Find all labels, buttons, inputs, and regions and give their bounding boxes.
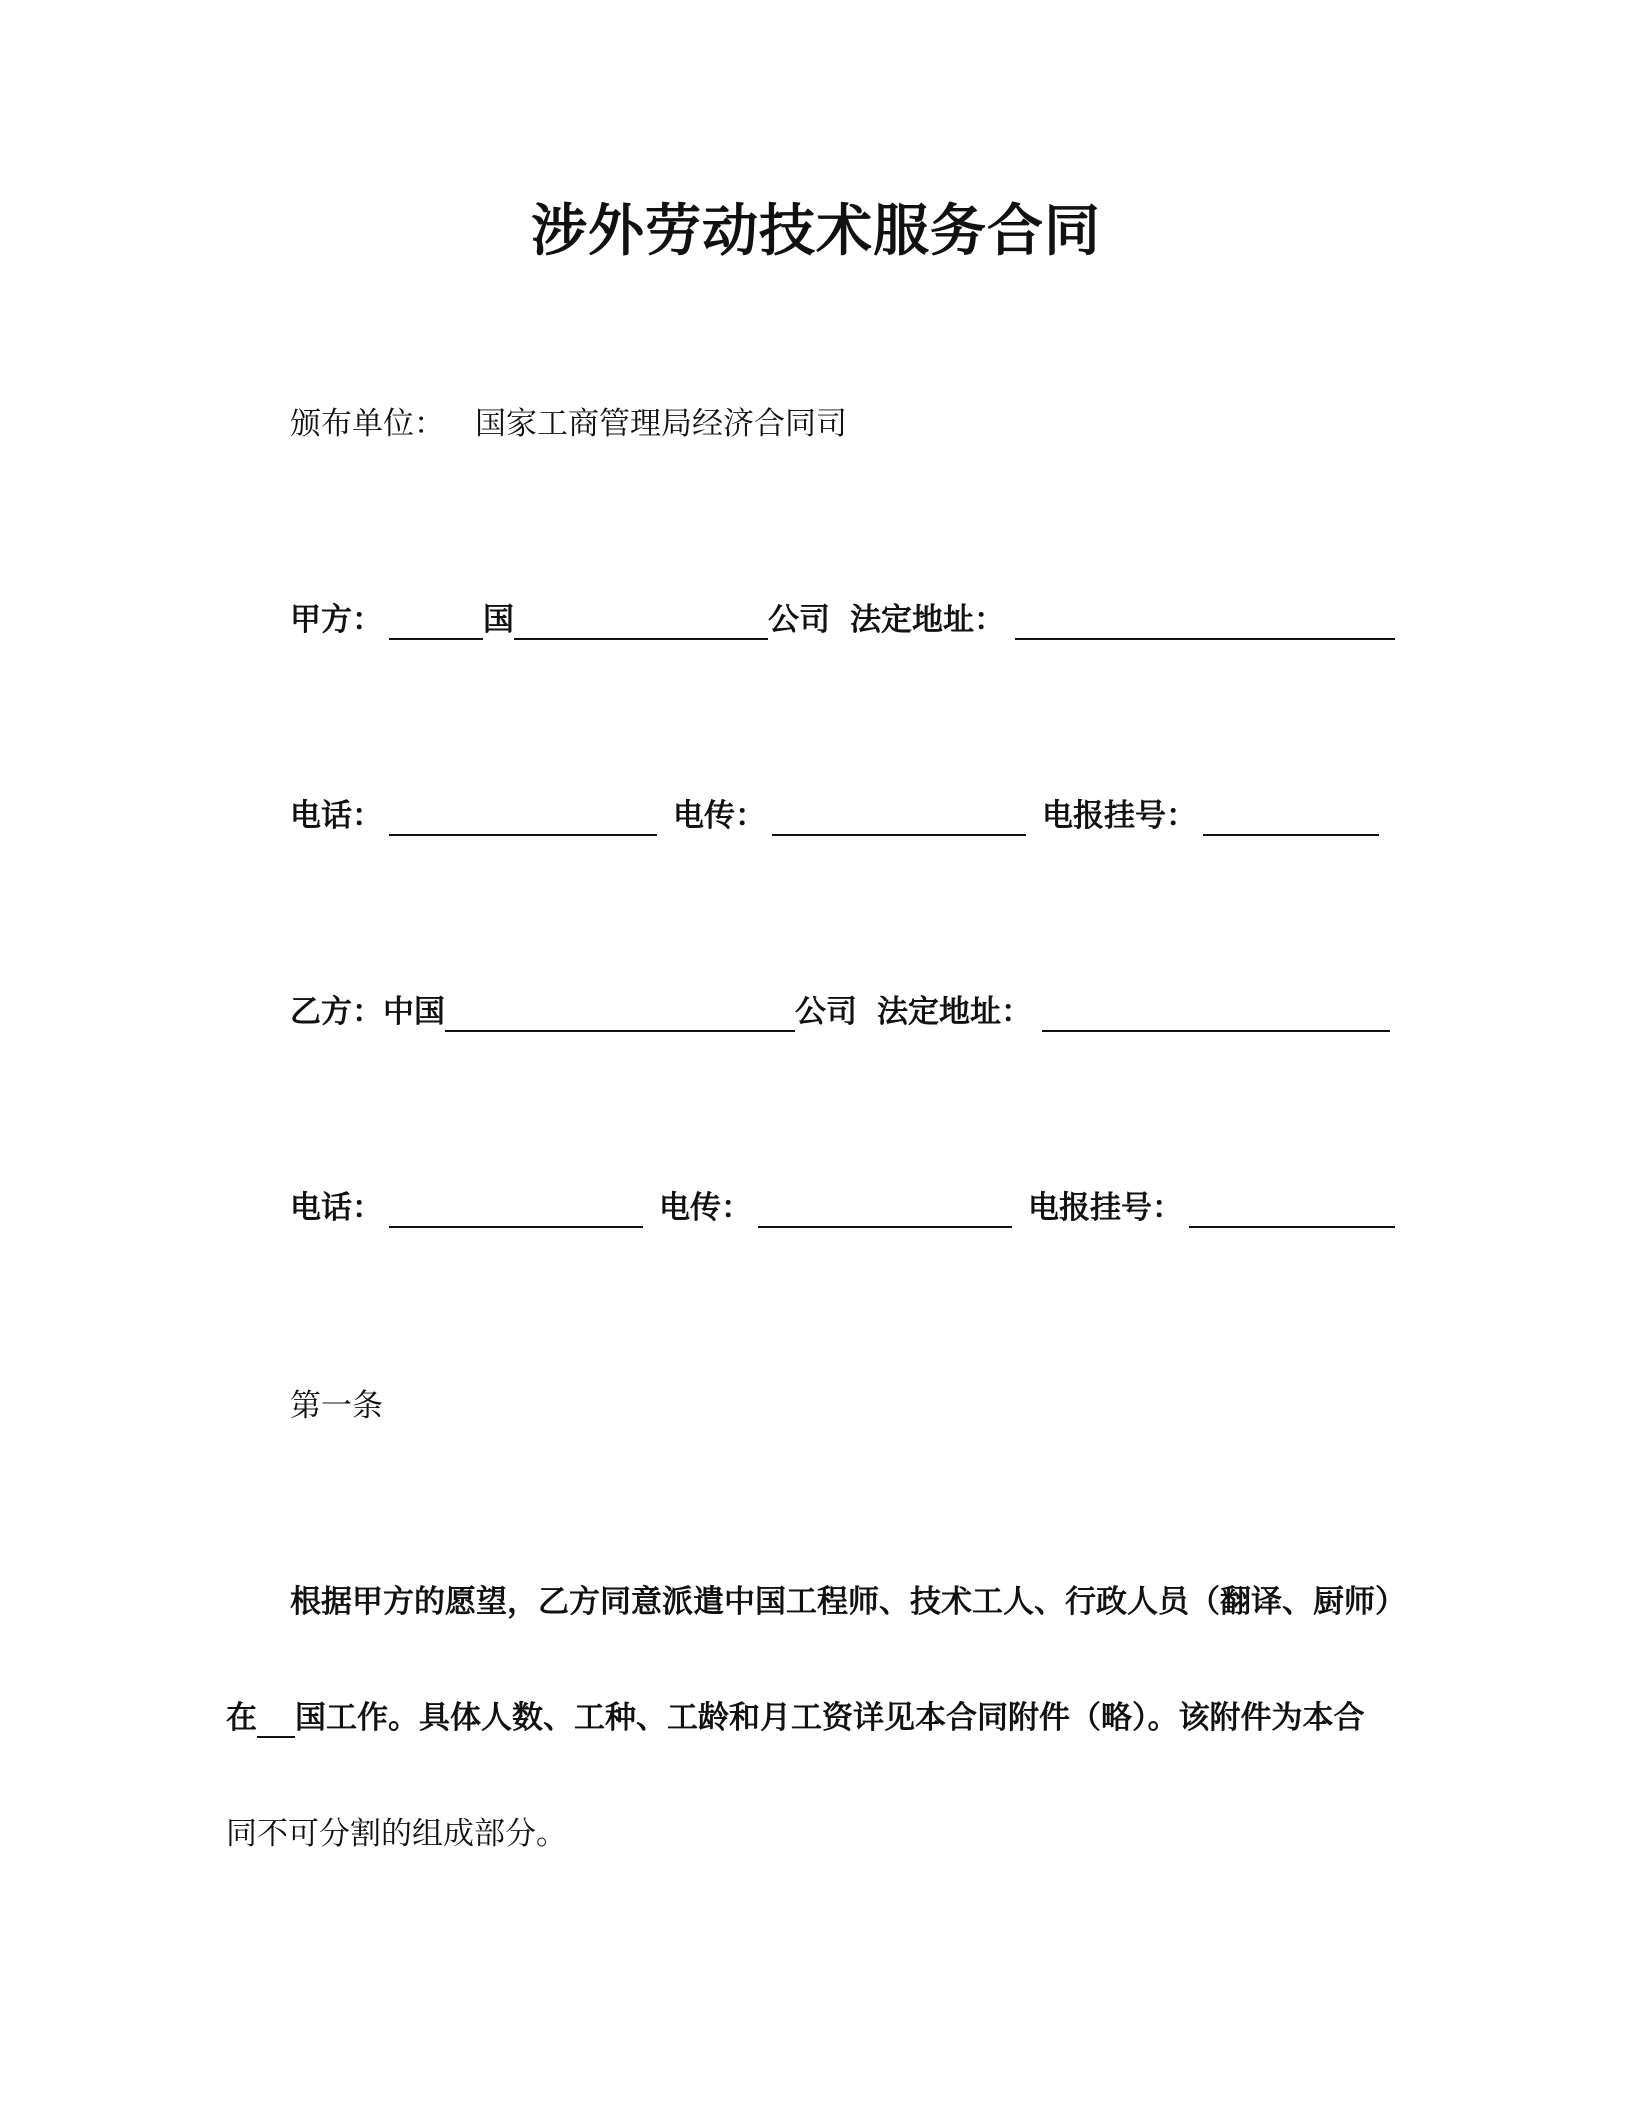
article-one-line-3: 同不可分割的组成部分。 xyxy=(226,1816,567,1852)
party-a-country-suffix: 国 xyxy=(483,602,514,638)
party-b-fax-label: 电传： xyxy=(659,1190,752,1226)
article-one-heading: 第一条 xyxy=(290,1388,383,1424)
party-b-address-label: 法定地址： xyxy=(877,994,1032,1030)
party-b-phone-blank xyxy=(389,1196,643,1228)
party-a-label: 甲方： xyxy=(290,602,383,638)
party-a-line xyxy=(290,598,1395,642)
work-country-blank xyxy=(257,1706,295,1738)
issuer-label: 颁布单位： xyxy=(290,406,445,442)
article-one-line-2-suffix: 国工作。具体人数、工种、工龄和月工资详见本合同附件（略）。该附件为本合 xyxy=(295,1700,1365,1736)
party-b-telegraph-blank xyxy=(1189,1196,1395,1228)
issuer-value: 国家工商管理局经济合同司 xyxy=(475,406,847,442)
party-a-address-blank xyxy=(1015,608,1395,640)
article-one-line-1: 根据甲方的愿望，乙方同意派遣中国工程师、技术工人、行政人员（翻译、厨师） xyxy=(290,1584,1406,1620)
issuer-line xyxy=(290,402,847,446)
article-one-line-2 xyxy=(226,1696,1365,1740)
party-b-contact-line xyxy=(290,1186,1395,1230)
party-b-line xyxy=(290,990,1390,1034)
party-a-address-label: 法定地址： xyxy=(850,602,1005,638)
party-a-country-blank xyxy=(389,608,483,640)
party-a-phone-label: 电话： xyxy=(290,798,383,834)
party-b-telegraph-label: 电报挂号： xyxy=(1028,1190,1183,1226)
party-b-address-blank xyxy=(1042,1000,1390,1032)
party-b-company-blank xyxy=(445,1000,795,1032)
party-a-company-blank xyxy=(514,608,768,640)
party-a-telegraph-blank xyxy=(1203,804,1379,836)
party-b-company-suffix: 公司 xyxy=(795,994,857,1030)
article-one-line-2-prefix: 在 xyxy=(226,1700,257,1736)
party-b-phone-label: 电话： xyxy=(290,1190,383,1226)
party-b-fax-blank xyxy=(758,1196,1012,1228)
party-a-telegraph-label: 电报挂号： xyxy=(1042,798,1197,834)
party-a-contact-line xyxy=(290,794,1379,838)
party-a-company-suffix: 公司 xyxy=(768,602,830,638)
party-b-label: 乙方：中国 xyxy=(290,994,445,1030)
document-title: 涉外劳动技术服务合同 xyxy=(531,199,1101,264)
party-a-phone-blank xyxy=(389,804,657,836)
party-a-fax-blank xyxy=(772,804,1026,836)
party-a-fax-label: 电传： xyxy=(673,798,766,834)
